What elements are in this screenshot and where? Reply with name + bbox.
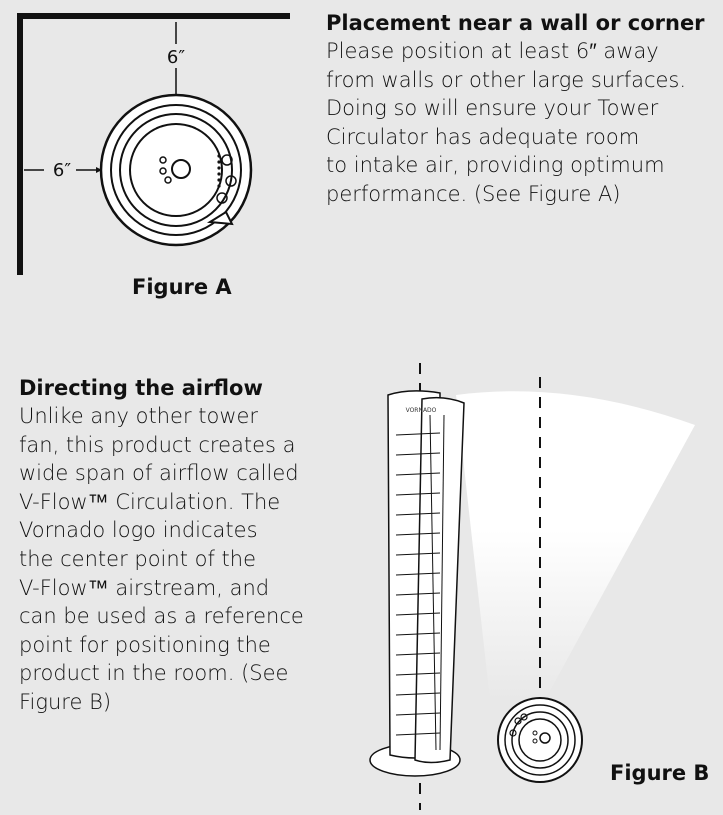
airflow-line: fan, this product creates a (19, 432, 296, 457)
dimension-top-label: 6″ (166, 47, 186, 68)
airflow-heading: Directing the airflow (19, 376, 263, 400)
placement-line: Circulator has adequate room (326, 124, 640, 149)
airflow-section (19, 374, 319, 717)
figure-b-illustration (340, 355, 723, 815)
airflow-line: Unlike any other tower (19, 404, 259, 428)
airflow-line: product in the room. (See (19, 661, 289, 686)
figure-a-label: Figure A (132, 275, 232, 299)
placement-line: performance. (See Figure A) (326, 181, 621, 206)
airflow-line: can be used as a reference (19, 604, 304, 629)
placement-section (326, 9, 721, 209)
airflow-line: point for positioning the (19, 632, 271, 657)
airflow-line: V-Flow™ Circulation. The (19, 489, 281, 514)
figure-a-illustration (0, 0, 300, 300)
airflow-line: wide span of airflow called (19, 461, 299, 486)
placement-line: Please position at least 6″ away (326, 39, 659, 63)
fan-top-view (101, 95, 251, 245)
placement-line: to intake air, providing optimum (326, 153, 665, 178)
placement-paragraph (326, 37, 721, 209)
placement-heading: Placement near a wall or corner (326, 11, 705, 35)
dimension-left-label: 6″ (52, 160, 72, 181)
airflow-line: Vornado logo indicates (19, 518, 258, 543)
figure-b-label: Figure B (610, 761, 710, 785)
placement-line: Doing so will ensure your Tower (326, 96, 659, 121)
airflow-line: Figure B) (19, 689, 112, 714)
tower-fan (370, 391, 464, 776)
placement-line: from walls or other large surfaces. (326, 67, 687, 92)
airflow-line: V-Flow™ airstream, and (19, 575, 270, 600)
airflow-paragraph (19, 402, 319, 717)
airflow-spread (456, 391, 695, 700)
tower-logo: VORNADO (405, 407, 437, 414)
airflow-line: the center point of the (19, 546, 256, 571)
fan-top-view-b (498, 698, 582, 782)
